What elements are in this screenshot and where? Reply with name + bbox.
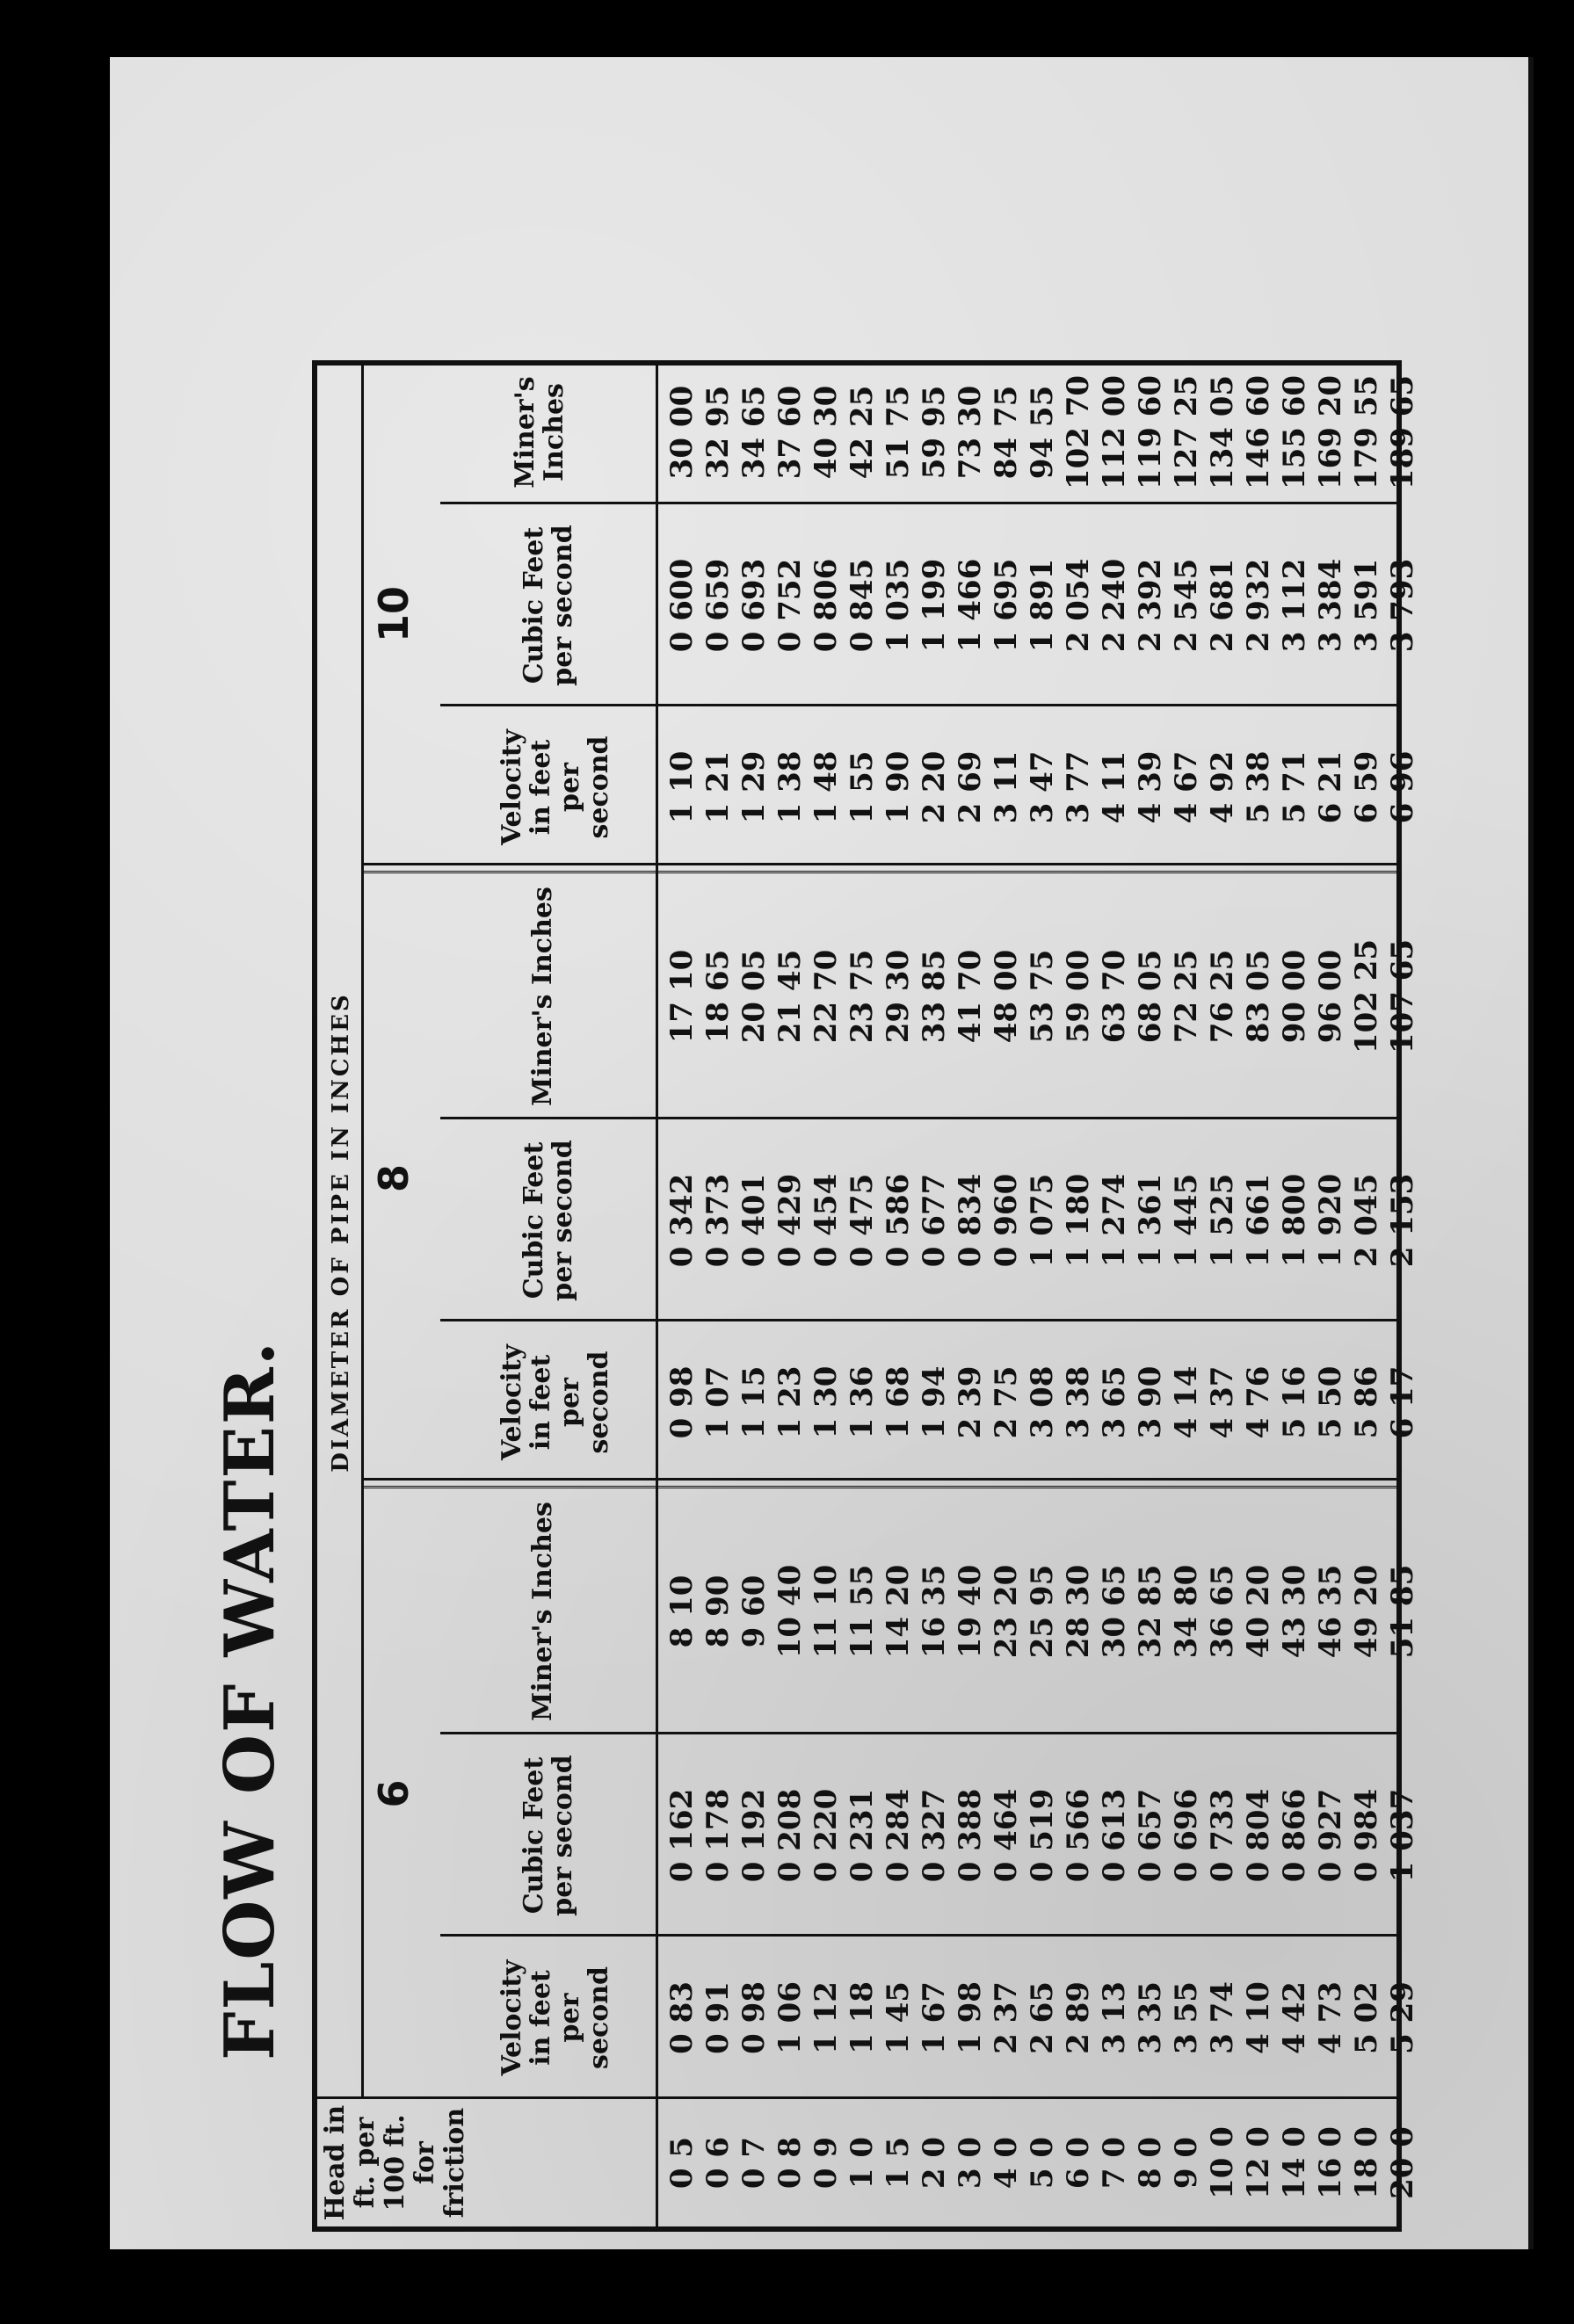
table-cell: 4 0 — [989, 2136, 1024, 2190]
table-cell: 1 075 — [1025, 1173, 1060, 1268]
table-cell: 3 47 — [1025, 750, 1060, 824]
table-cell: 0 600 — [664, 558, 700, 653]
pipe-size-8: 8 — [370, 1164, 417, 1193]
cubic-feet-header — [519, 504, 577, 706]
table-cell: 0 659 — [700, 558, 736, 653]
table-cell: 4 37 — [1205, 1365, 1240, 1439]
table-cell: 0 98 — [736, 1981, 772, 2054]
table-cell: 1 920 — [1313, 1173, 1348, 1268]
table-cell: 1 12 — [809, 1981, 844, 2054]
table-cell: 1 48 — [809, 750, 844, 824]
table-cell: 1 180 — [1061, 1173, 1096, 1268]
table-cell: 43 30 — [1277, 1564, 1312, 1659]
table-cell: 112 00 — [1097, 374, 1132, 490]
table-cell: 0 178 — [700, 1788, 736, 1883]
table-cell: 28 30 — [1061, 1564, 1096, 1659]
table-cell: 3 11 — [989, 750, 1024, 824]
table-cell: 18 0 — [1349, 2126, 1384, 2199]
header-line: second — [584, 1966, 614, 2070]
table-cell: 5 16 — [1277, 1365, 1312, 1439]
header-line: second — [584, 1350, 614, 1454]
table-cell: 2 545 — [1169, 558, 1204, 653]
table-cell: 0 8 — [772, 2136, 808, 2190]
header-line: Velocity — [497, 729, 527, 845]
table-cell: 1 15 — [736, 1365, 772, 1439]
scanned-page — [110, 57, 1534, 2249]
velocity-header — [497, 1321, 613, 1483]
table-cell: 17 10 — [664, 949, 700, 1044]
head-label-line: for — [410, 2141, 440, 2184]
table-cell: 16 35 — [917, 1564, 952, 1659]
table-cell: 51 85 — [1385, 1564, 1420, 1659]
pipe10-cubic-column — [664, 504, 1421, 706]
table-cell: 0 752 — [772, 558, 808, 653]
pipe10-miners-column — [664, 360, 1421, 504]
table-cell: 0 284 — [881, 1788, 916, 1883]
table-cell: 25 95 — [1025, 1564, 1060, 1659]
table-cell: 84 75 — [989, 385, 1024, 480]
table-cell: 30 65 — [1097, 1564, 1132, 1659]
table-cell: 8 0 — [1133, 2136, 1168, 2190]
page-title: FLOW OF WATER. — [210, 1340, 290, 2060]
table-cell: 59 95 — [917, 385, 952, 480]
table-cell: 48 00 — [989, 949, 1024, 1044]
table-cell: 11 10 — [809, 1564, 844, 1659]
table-cell: 32 85 — [1133, 1564, 1168, 1659]
miners-inches-header: Miner's Inches — [510, 376, 569, 489]
table-cell: 37 60 — [772, 385, 808, 480]
table-cell: 0 984 — [1349, 1788, 1384, 1883]
table-cell: 40 30 — [809, 385, 844, 480]
pipe6-velocity-column — [664, 1937, 1421, 2099]
table-cell: 96 00 — [1313, 949, 1348, 1044]
table-cell: 0 845 — [845, 558, 880, 653]
table-cell: 1 68 — [881, 1365, 916, 1439]
header-line: Velocity — [497, 1959, 527, 2076]
table-cell: 0 566 — [1061, 1788, 1096, 1883]
table-cell: 46 35 — [1313, 1564, 1348, 1659]
table-cell: 7 0 — [1097, 2136, 1132, 2190]
table-cell: 2 054 — [1061, 558, 1096, 653]
table-cell: 5 29 — [1385, 1981, 1420, 2054]
table-cell: 49 20 — [1349, 1564, 1384, 1659]
table-cell: 4 76 — [1241, 1365, 1276, 1439]
table-cell: 41 70 — [953, 949, 988, 1044]
table-cell: 3 74 — [1205, 1981, 1240, 2054]
table-cell: 4 67 — [1169, 750, 1204, 824]
table-cell: 3 90 — [1133, 1365, 1168, 1439]
table-cell: 0 208 — [772, 1788, 808, 1883]
rotated-content — [198, 185, 1437, 2232]
header-line: per — [555, 1993, 585, 2043]
header-line: in feet — [526, 1354, 556, 1451]
header-line: Cubic Feet — [519, 1141, 549, 1300]
table-cell: 2 045 — [1349, 1173, 1384, 1268]
table-cell: 1 5 — [881, 2136, 916, 2190]
table-cell: 3 112 — [1277, 558, 1312, 653]
table-cell: 102 70 — [1061, 374, 1096, 490]
pipe8-miners-column — [664, 873, 1421, 1119]
table-cell: 9 60 — [736, 1575, 772, 1648]
table-cell: 2 65 — [1025, 1981, 1060, 2054]
pipe6-miners-column — [664, 1488, 1421, 1734]
table-cell: 4 11 — [1097, 750, 1132, 824]
table-cell: 0 927 — [1313, 1788, 1348, 1883]
table-cell: 3 384 — [1313, 558, 1348, 653]
page-edge — [1528, 57, 1534, 2249]
table-cell: 1 67 — [917, 1981, 952, 2054]
table-cell: 2 20 — [917, 750, 952, 824]
table-cell: 6 21 — [1313, 750, 1348, 824]
header-line: per second — [548, 1140, 578, 1301]
table-cell: 1 199 — [917, 558, 952, 653]
table-cell: 3 55 — [1169, 1981, 1204, 2054]
table-cell: 10 40 — [772, 1564, 808, 1659]
table-cell: 2 0 — [917, 2136, 952, 2190]
table-cell: 0 586 — [881, 1173, 916, 1268]
velocity-header — [497, 706, 613, 868]
table-cell: 0 693 — [736, 558, 772, 653]
diameter-underline — [361, 366, 364, 2099]
table-cell: 0 733 — [1205, 1788, 1240, 1883]
table-cell: 63 70 — [1097, 949, 1132, 1044]
table-cell: 0 519 — [1025, 1788, 1060, 1883]
table-cell: 2 153 — [1385, 1173, 1420, 1268]
table-cell: 5 02 — [1349, 1981, 1384, 2054]
table-cell: 1 361 — [1133, 1173, 1168, 1268]
table-cell: 0 342 — [664, 1173, 700, 1268]
table-cell: 1 29 — [736, 750, 772, 824]
table-cell: 14 20 — [881, 1564, 916, 1659]
table-cell: 20 0 — [1385, 2126, 1420, 2199]
table-cell: 5 50 — [1313, 1365, 1348, 1439]
table-cell: 1 525 — [1205, 1173, 1240, 1268]
table-cell: 20 05 — [736, 949, 772, 1044]
table-cell: 1 274 — [1097, 1173, 1132, 1268]
table-cell: 59 00 — [1061, 949, 1096, 1044]
table-cell: 1 891 — [1025, 558, 1060, 653]
table-cell: 2 75 — [989, 1365, 1024, 1439]
table-cell: 189 65 — [1385, 374, 1420, 490]
table-cell: 1 466 — [953, 558, 988, 653]
table-cell: 0 806 — [809, 558, 844, 653]
table-cell: 0 220 — [809, 1788, 844, 1883]
header-line: per second — [548, 525, 578, 686]
head-values-column — [664, 2099, 1421, 2226]
cubic-feet-header — [519, 1734, 577, 1937]
table-cell: 1 10 — [664, 750, 700, 824]
table-cell: 5 38 — [1241, 750, 1276, 824]
header-line: second — [584, 735, 614, 839]
table-cell: 73 30 — [953, 385, 988, 480]
table-cell: 102 25 — [1349, 938, 1384, 1054]
table-cell: 134 05 — [1205, 374, 1240, 490]
table-cell: 2 69 — [953, 750, 988, 824]
header-underline — [656, 366, 658, 2226]
table-cell: 119 60 — [1133, 374, 1168, 490]
table-cell: 169 20 — [1313, 374, 1348, 490]
table-cell: 10 0 — [1205, 2126, 1240, 2199]
pipe6-cubic-column — [664, 1734, 1421, 1937]
table-cell: 94 55 — [1025, 385, 1060, 480]
table-cell: 0 327 — [917, 1788, 952, 1883]
table-cell: 30 00 — [664, 385, 700, 480]
header-line: Velocity — [497, 1344, 527, 1460]
head-label-line: friction — [439, 2107, 470, 2219]
table-cell: 22 70 — [809, 949, 844, 1044]
table-cell: 53 75 — [1025, 949, 1060, 1044]
table-cell: 155 60 — [1277, 374, 1312, 490]
table-cell: 0 960 — [989, 1173, 1024, 1268]
table-cell: 1 800 — [1277, 1173, 1312, 1268]
table-cell: 0 454 — [809, 1173, 844, 1268]
table-cell: 0 696 — [1169, 1788, 1204, 1883]
table-cell: 6 59 — [1349, 750, 1384, 824]
table-cell: 4 73 — [1313, 1981, 1348, 2054]
pipe8-velocity-column — [664, 1321, 1421, 1483]
table-cell: 0 91 — [700, 1981, 736, 2054]
table-cell: 8 90 — [700, 1575, 736, 1648]
table-cell: 3 38 — [1061, 1365, 1096, 1439]
table-cell: 34 80 — [1169, 1564, 1204, 1659]
table-cell: 1 037 — [1385, 1788, 1420, 1883]
diameter-label: DIAMETER OF PIPE IN INCHES — [328, 992, 354, 1473]
table-cell: 33 85 — [917, 949, 952, 1044]
table-cell: 76 25 — [1205, 949, 1240, 1044]
table-cell: 83 05 — [1241, 949, 1276, 1044]
table-cell: 34 65 — [736, 385, 772, 480]
pipe8-cubic-column — [664, 1119, 1421, 1321]
miners-inches-header: Miner's Inches — [527, 887, 558, 1106]
table-cell: 1 695 — [989, 558, 1024, 653]
header-line: Cubic Feet — [519, 526, 549, 684]
table-cell: 0 866 — [1277, 1788, 1312, 1883]
table-cell: 0 475 — [845, 1173, 880, 1268]
table-cell: 3 77 — [1061, 750, 1096, 824]
flow-table — [312, 360, 1420, 2232]
table-cell: 1 661 — [1241, 1173, 1276, 1268]
table-cell: 3 35 — [1133, 1981, 1168, 2054]
head-label-line: ft. per — [350, 2117, 381, 2209]
table-cell: 2 89 — [1061, 1981, 1096, 2054]
table-cell: 2 240 — [1097, 558, 1132, 653]
table-cell: 0 9 — [809, 2136, 844, 2190]
table-cell: 16 0 — [1313, 2126, 1348, 2199]
header-line: per — [555, 1378, 585, 1427]
table-cell: 40 20 — [1241, 1564, 1276, 1659]
table-cell: 21 45 — [772, 949, 808, 1044]
table-cell: 1 36 — [845, 1365, 880, 1439]
table-cell: 4 42 — [1277, 1981, 1312, 2054]
table-cell: 127 25 — [1169, 374, 1204, 490]
table-cell: 2 932 — [1241, 558, 1276, 653]
table-cell: 0 464 — [989, 1788, 1024, 1883]
table-cell: 1 90 — [881, 750, 916, 824]
table-cell: 1 06 — [772, 1981, 808, 2054]
table-cell: 179 55 — [1349, 374, 1384, 490]
table-cell: 72 25 — [1169, 949, 1204, 1044]
table-cell: 1 23 — [772, 1365, 808, 1439]
table-cell: 6 0 — [1061, 2136, 1096, 2190]
table-cell: 3 591 — [1349, 558, 1384, 653]
table-cell: 23 75 — [845, 949, 880, 1044]
table-cell: 4 10 — [1241, 1981, 1276, 2054]
pipe-size-10: 10 — [370, 586, 417, 643]
cubic-feet-header — [519, 1119, 577, 1321]
header-line: in feet — [526, 739, 556, 836]
head-label-line: 100 ft. — [380, 2114, 410, 2212]
table-cell: 1 98 — [953, 1981, 988, 2054]
table-cell: 1 07 — [700, 1365, 736, 1439]
table-cell: 0 429 — [772, 1173, 808, 1268]
table-cell: 42 25 — [845, 385, 880, 480]
table-cell: 1 30 — [809, 1365, 844, 1439]
table-cell: 2 681 — [1205, 558, 1240, 653]
table-cell: 1 18 — [845, 1981, 880, 2054]
table-cell: 23 20 — [989, 1564, 1024, 1659]
table-cell: 0 7 — [736, 2136, 772, 2190]
header-line: in feet — [526, 1970, 556, 2066]
table-cell: 0 373 — [700, 1173, 736, 1268]
miners-inches-header: Miner's Inches — [527, 1502, 558, 1721]
table-cell: 32 95 — [700, 385, 736, 480]
table-cell: 0 192 — [736, 1788, 772, 1883]
table-cell: 1 45 — [881, 1981, 916, 2054]
table-cell: 0 657 — [1133, 1788, 1168, 1883]
table-cell: 5 0 — [1025, 2136, 1060, 2190]
table-cell: 0 804 — [1241, 1788, 1276, 1883]
pipe-size-6: 6 — [370, 1779, 417, 1808]
table-cell: 5 71 — [1277, 750, 1312, 824]
table-cell: 1 55 — [845, 750, 880, 824]
table-cell: 4 14 — [1169, 1365, 1204, 1439]
table-cell: 36 65 — [1205, 1564, 1240, 1659]
table-cell: 0 98 — [664, 1365, 700, 1439]
table-cell: 12 0 — [1241, 2126, 1276, 2199]
table-cell: 0 6 — [700, 2136, 736, 2190]
pipe10-velocity-column — [664, 706, 1421, 868]
table-cell: 3 08 — [1025, 1365, 1060, 1439]
table-cell: 19 40 — [953, 1564, 988, 1659]
table-cell: 1 21 — [700, 750, 736, 824]
table-cell: 6 96 — [1385, 750, 1420, 824]
head-label-line: Head in — [320, 2104, 351, 2221]
table-cell: 4 92 — [1205, 750, 1240, 824]
header-line: per second — [548, 1755, 578, 1916]
table-cell: 0 83 — [664, 1981, 700, 2054]
table-cell: 0 613 — [1097, 1788, 1132, 1883]
table-cell: 14 0 — [1277, 2126, 1312, 2199]
table-cell: 0 834 — [953, 1173, 988, 1268]
table-cell: 51 75 — [881, 385, 916, 480]
table-cell: 3 0 — [953, 2136, 988, 2190]
table-cell: 1 38 — [772, 750, 808, 824]
table-cell: 0 401 — [736, 1173, 772, 1268]
table-cell: 4 39 — [1133, 750, 1168, 824]
table-cell: 1 035 — [881, 558, 916, 653]
table-cell: 1 94 — [917, 1365, 952, 1439]
table-cell: 3 793 — [1385, 558, 1420, 653]
table-cell: 5 86 — [1349, 1365, 1384, 1439]
table-cell: 0 231 — [845, 1788, 880, 1883]
table-cell: 2 39 — [953, 1365, 988, 1439]
table-cell: 2 37 — [989, 1981, 1024, 2054]
table-cell: 68 05 — [1133, 949, 1168, 1044]
table-cell: 1 0 — [845, 2136, 880, 2190]
table-cell: 90 00 — [1277, 949, 1312, 1044]
table-cell: 0 677 — [917, 1173, 952, 1268]
table-cell: 11 55 — [845, 1564, 880, 1659]
table-cell: 0 162 — [664, 1788, 700, 1883]
table-cell: 1 445 — [1169, 1173, 1204, 1268]
velocity-header — [497, 1937, 613, 2099]
head-column-header — [321, 2099, 470, 2226]
header-line: per — [555, 763, 585, 812]
table-cell: 9 0 — [1169, 2136, 1204, 2190]
table-cell: 2 392 — [1133, 558, 1168, 653]
table-cell: 146 60 — [1241, 374, 1276, 490]
table-cell: 107 65 — [1385, 938, 1420, 1054]
table-cell: 0 5 — [664, 2136, 700, 2190]
table-cell: 8 10 — [664, 1575, 700, 1648]
table-cell: 18 65 — [700, 949, 736, 1044]
table-cell: 3 65 — [1097, 1365, 1132, 1439]
table-cell: 6 17 — [1385, 1365, 1420, 1439]
table-cell: 0 388 — [953, 1788, 988, 1883]
table-cell: 3 13 — [1097, 1981, 1132, 2054]
table-cell: 29 30 — [881, 949, 916, 1044]
header-line: Cubic Feet — [519, 1756, 549, 1915]
